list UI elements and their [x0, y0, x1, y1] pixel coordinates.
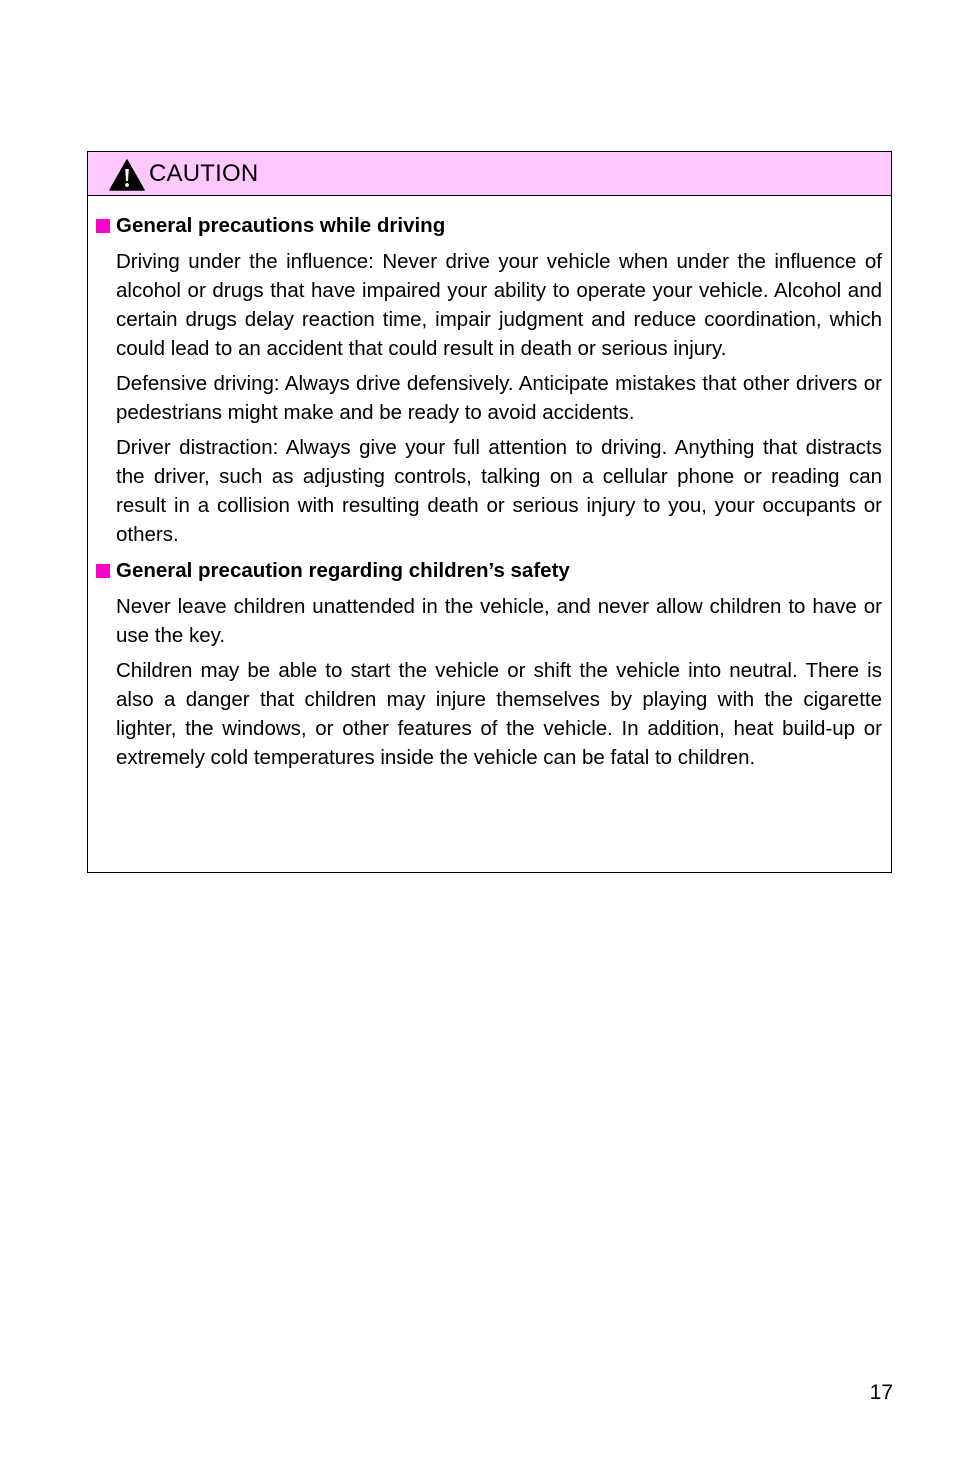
warning-triangle-icon	[109, 159, 145, 191]
paragraph-driver-distraction: Driver distraction: Always give your full attention to driving. Anything that distracts the driver, such as adjusting controls, talking on a cellular phone or reading can result in a collision with resulting death or serious injury to you, your occupants or others.	[116, 436, 882, 546]
paragraph-defensive-driving: Defensive driving: Always drive defensively. Anticipate mistakes that other drivers or pedestrians might make and be ready to avoid accidents.	[116, 372, 882, 424]
caution-body	[88, 196, 891, 772]
paragraph-children-unattended: Never leave children unattended in the vehicle, and never allow children to have or use the key.	[116, 595, 882, 647]
magenta-square-icon	[96, 564, 110, 578]
paragraph-children-dangers: Children may be able to start the vehicle or shift the vehicle into neutral. There is also a danger that children may injure themselves by playing with the cigarette lighter, the windows, or other features of the vehicle. In addition, heat build-up or extremely cold temperatures inside the vehicle can be fatal to children.	[116, 659, 882, 769]
paragraph-driving-influence: Driving under the influence: Never drive your vehicle when under the influence of alcohol or drugs that have impaired your ability to operate your vehicle. Alcohol and certain drugs delay reaction time, impair judgment and reduce coordination, which could lead to an accident that could result in death or serious injury.	[116, 250, 882, 360]
section-heading-text: General precaution regarding children’s safety	[116, 559, 570, 582]
section-heading-text: General precautions while driving	[116, 214, 446, 237]
section-heading-children	[96, 555, 882, 587]
caution-box	[87, 151, 892, 873]
page-number: 17	[869, 1381, 893, 1404]
caution-title: CAUTION	[149, 159, 259, 187]
caution-header	[88, 152, 891, 196]
magenta-square-icon	[96, 219, 110, 233]
section-heading-driving	[96, 210, 882, 242]
